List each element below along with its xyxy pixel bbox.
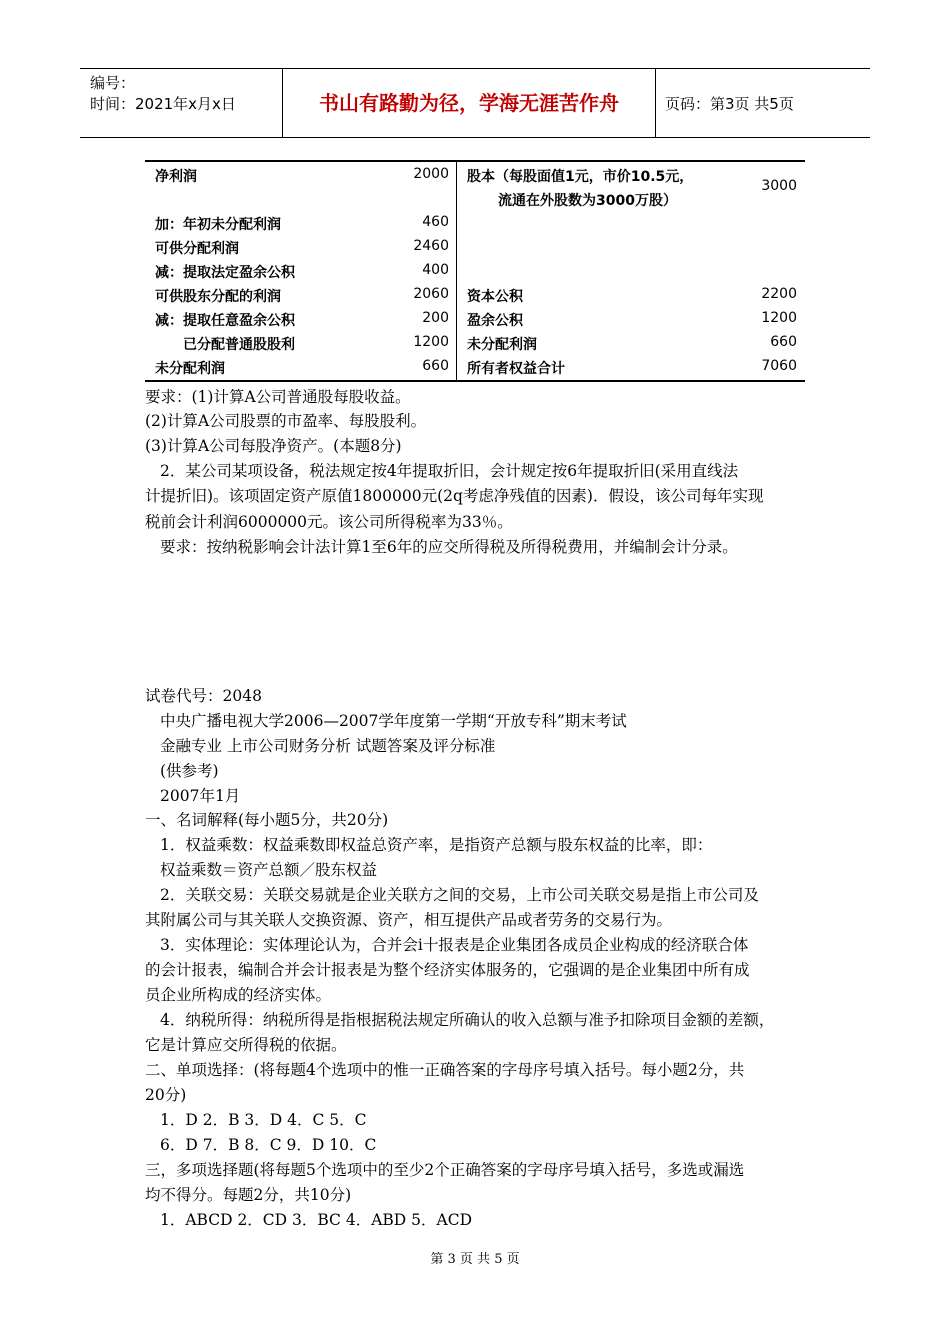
text-line: 1．权益乘数：权益乘数即权益总资产率，是指资产总额与股东权益的比率，即： (160, 836, 713, 854)
table-right-label: 盈余公积 (467, 313, 523, 329)
text-line: (供参考) (160, 762, 219, 780)
text-line: 6．D 7．B 8．C 9．D 10．C (160, 1136, 377, 1154)
text-line: 员企业所构成的经济实体。 (145, 986, 332, 1004)
header-meta (90, 73, 236, 115)
text-line: 一、名词解释(每小题5分，共20分) (145, 811, 389, 829)
text-line: 金融专业 上市公司财务分析 试题答案及评分标准 (160, 737, 496, 755)
table-left-label: 加：年初未分配利润 (155, 217, 281, 233)
table-left-label: 可供分配利润 (155, 241, 239, 257)
text-line: 税前会计利润6000000元。该公司所得税率为33％。 (145, 513, 513, 531)
table-right-value: 3000 (761, 178, 797, 194)
table-right-label: 股本（每股面值1元，市价10.5元， (467, 169, 694, 185)
text-line: 的会计报表，编制合并会计报表是为整个经济实体服务的，它强调的是企业集团中所有成 (145, 961, 750, 979)
text-line: 1．D 2．B 3．D 4．C 5．C (160, 1111, 367, 1129)
table-left-label: 可供股东分配的利润 (155, 289, 281, 305)
header-page-label: 页码：第3页 共5页 (665, 95, 794, 113)
text-line: 试卷代号：2048 (145, 687, 262, 705)
text-line: 权益乘数＝资产总额／股东权益 (160, 861, 378, 879)
table-left-label: 净利润 (155, 169, 197, 185)
text-line: 要求：(1)计算A公司普通股每股收益。 (145, 388, 411, 406)
table-right-value: 660 (770, 334, 797, 350)
table-left-label: 未分配利润 (155, 361, 225, 377)
text-line: 其附属公司与其关联人交换资源、资产，相互提供产品或者劳务的交易行为。 (145, 911, 673, 929)
table-divider (456, 162, 457, 380)
table-right-value: 7060 (761, 358, 797, 374)
code-label: 编号： (90, 74, 136, 92)
time-label: 时间：2021年x月x日 (90, 95, 236, 113)
table-left-value: 2060 (413, 286, 449, 302)
table-left-label: 减：提取法定盈余公积 (155, 265, 295, 281)
text-line: 均不得分。每题2分，共10分) (145, 1186, 352, 1204)
text-line: 三，多项选择题(将每题5个选项中的至少2个正确答案的字母序号填入括号，多选或漏选 (145, 1161, 745, 1179)
text-line: 2007年1月 (160, 787, 241, 805)
table-left-value: 460 (422, 214, 449, 230)
table-left-label: 减：提取任意盈余公积 (155, 313, 295, 329)
table-right-value: 2200 (761, 286, 797, 302)
page-footer: 第 3 页 共 5 页 (430, 1252, 520, 1267)
text-line: 1．ABCD 2．CD 3．BC 4．ABD 5．ACD (160, 1211, 472, 1229)
table-left-value: 200 (422, 310, 449, 326)
text-line: 2．关联交易：关联交易就是企业关联方之间的交易，上市公司关联交易是指上市公司及 (160, 886, 759, 904)
text-line: (3)计算A公司每股净资产。(本题8分) (145, 437, 402, 455)
table-left-value: 2000 (413, 166, 449, 182)
text-line: 它是计算应交所得税的依据。 (145, 1036, 347, 1054)
header-motto: 书山有路勤为径，学海无涯苦作舟 (319, 91, 619, 115)
page-header (80, 68, 870, 138)
table-left-value: 660 (422, 358, 449, 374)
text-line: (2)计算A公司股票的市盈率、每股股利。 (145, 412, 427, 430)
text-line: 2．某公司某项设备，税法规定按4年提取折旧，会计规定按6年提取折旧(采用直线法 (160, 462, 739, 480)
table-right-label: 所有者权益合计 (467, 361, 565, 377)
text-line: 3．实体理论：实体理论认为，合并会i十报表是企业集团各成员企业构成的经济联合体 (160, 936, 749, 954)
table-right-label: 未分配利润 (467, 337, 537, 353)
table-right-label-cont: 流通在外股数为3000万股） (498, 193, 677, 209)
equity-table (145, 160, 805, 382)
header-divider (655, 69, 656, 137)
text-line: 中央广播电视大学2006—2007学年度第一学期“开放专科”期末考试 (160, 712, 627, 730)
table-left-label: 已分配普通股股利 (183, 337, 295, 353)
text-line: 计提折旧)。该项固定资产原值1800000元(2q考虑净残值的因素)．假设，该公司每年实现 (145, 487, 764, 505)
table-left-value: 1200 (413, 334, 449, 350)
table-left-value: 2460 (413, 238, 449, 254)
text-line: 二、单项选择：(将每题4个选项中的惟一正确答案的字母序号填入括号。每小题2分，共 (145, 1061, 745, 1079)
text-line: 要求：按纳税影响会计法计算1至6年的应交所得税及所得税费用，并编制会计分录。 (160, 538, 738, 556)
text-line: 20分) (145, 1086, 187, 1104)
table-left-value: 400 (422, 262, 449, 278)
text-line: 4．纳税所得：纳税所得是指根据税法规定所确认的收入总额与准予扣除项目金额的差额， (160, 1011, 775, 1029)
table-right-value: 1200 (761, 310, 797, 326)
table-right-label: 资本公积 (467, 289, 523, 305)
